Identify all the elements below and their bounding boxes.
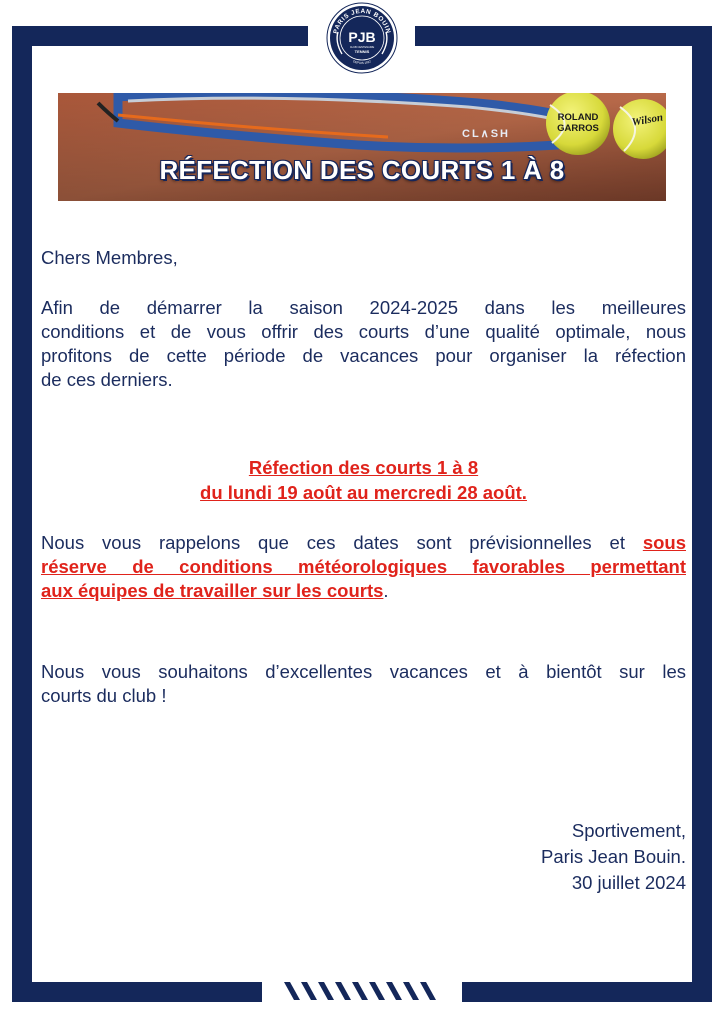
signature-block (541, 818, 686, 896)
banner-title: RÉFECTION DES COURTS 1 À 8 (159, 155, 565, 185)
closing-paragraph (41, 660, 686, 708)
frame-bottom-right (462, 982, 712, 1002)
intro-line: profitons de cette période de vacances pour organiser la réfection (41, 345, 686, 366)
weather-condition-highlight: sous (642, 532, 686, 553)
svg-text:TENNIS: TENNIS (354, 49, 370, 54)
frame-top-left (12, 26, 308, 46)
intro-paragraph (41, 296, 686, 392)
frame-right (692, 26, 712, 1002)
svg-text:PARIS JEAN BOUIN: PARIS JEAN BOUIN (332, 7, 392, 35)
weather-intro: Nous vous rappelons que ces dates sont prévisionnelles et (41, 532, 643, 553)
header-banner (58, 93, 666, 201)
notice-dates: du lundi 19 août au mercredi 28 août. (200, 482, 527, 503)
weather-period: . (383, 580, 389, 601)
frame-top-right (415, 26, 712, 46)
svg-text:Wilson: Wilson (630, 111, 664, 129)
frame-bottom-left (12, 982, 262, 1002)
intro-line: de ces derniers. (41, 369, 173, 390)
closing-line: courts du club ! (41, 685, 167, 706)
decorative-stripes (280, 976, 446, 1002)
works-notice (41, 455, 686, 505)
svg-text:PJB: PJB (348, 29, 376, 45)
intro-line: Afin de démarrer la saison 2024-2025 dans les meilleures (41, 297, 686, 318)
frame-left (12, 26, 32, 1002)
closing-line: Nous vous souhaitons d’excellentes vacances et à bientôt sur les (41, 661, 686, 682)
svg-text:ROLAND: ROLAND (557, 112, 599, 123)
greeting: Chers Membres, (41, 247, 178, 268)
weather-line (41, 531, 686, 555)
club-logo (326, 2, 398, 74)
svg-text:CLUB CENTENAIRE: CLUB CENTENAIRE (349, 46, 375, 49)
signature-closing: Sportivement, (571, 820, 686, 841)
weather-line (41, 579, 686, 603)
weather-line (41, 555, 686, 579)
signature-club: Paris Jean Bouin. (540, 846, 686, 867)
intro-line: conditions et de vous offrir des courts d’une qualité optimale, nous (41, 321, 686, 342)
weather-condition-highlight: réserve de conditions météorologiques favorables permettant (41, 556, 686, 577)
svg-text:CL∧SH: CL∧SH (462, 128, 510, 140)
svg-text:GARROS: GARROS (557, 123, 599, 134)
weather-condition-highlight: aux équipes de travailler sur les courts (41, 580, 384, 601)
svg-text:DEPUIS 1922: DEPUIS 1922 (352, 59, 372, 66)
notice-courts: Réfection des courts 1 à 8 (248, 457, 479, 478)
signature-date: 30 juillet 2024 (571, 872, 686, 893)
weather-paragraph (41, 531, 686, 603)
